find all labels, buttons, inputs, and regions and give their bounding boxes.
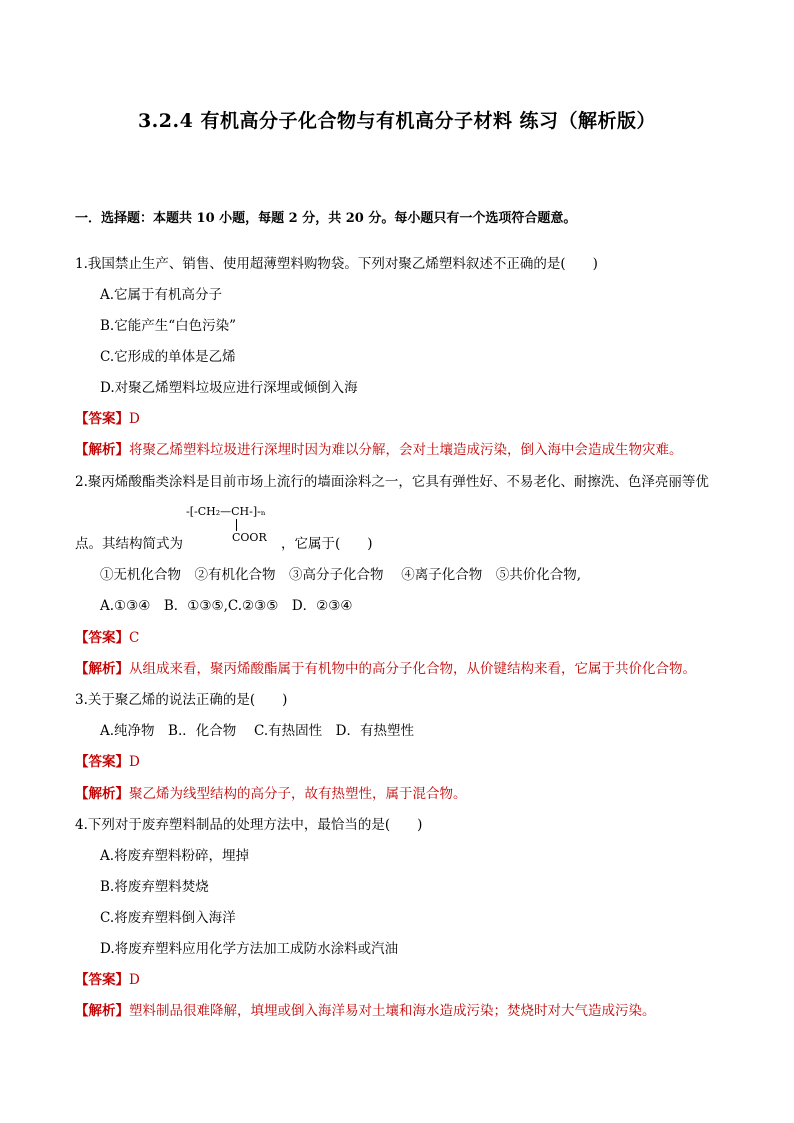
answer-value: D xyxy=(129,972,140,988)
answer-tag: 【答案】 xyxy=(75,754,129,770)
question-1-analysis xyxy=(75,441,683,459)
question-2-stem-line2-pre: 点。其结构简式为 xyxy=(75,536,183,552)
question-1-answer xyxy=(75,410,140,428)
answer-value: C xyxy=(129,630,140,646)
question-2-analysis xyxy=(75,660,696,678)
question-3-stem: 3.关于聚乙烯的说法正确的是( ) xyxy=(75,692,288,708)
formula-bottom: COOR xyxy=(232,531,267,544)
formula-top: -[-CH₂—CH-]-ₙ xyxy=(186,505,266,518)
question-1-stem: 1.我国禁止生产、销售、使用超薄塑料购物袋。下列对聚乙烯塑料叙述不正确的是( ) xyxy=(75,256,598,272)
formula-bond xyxy=(236,519,237,531)
document-title: 3.2.4 有机高分子化合物与有机高分子材料 练习（解析版） xyxy=(137,110,657,132)
question-4-option-c: C.将废弃塑料倒入海洋 xyxy=(100,910,236,926)
question-3-analysis xyxy=(75,785,467,803)
question-4-stem: 4.下列对于废弃塑料制品的处理方法中，最恰当的是( ) xyxy=(75,817,423,833)
analysis-text: 塑料制品很难降解，填埋或倒入海洋易对土壤和海水造成污染；焚烧时对大气造成污染。 xyxy=(129,1003,656,1019)
question-2-answer xyxy=(75,629,139,647)
question-3-answer xyxy=(75,753,140,771)
question-3-options: A.纯净物 B.．化合物 C.有热固性 D．有热塑性 xyxy=(100,723,415,739)
question-2-stem-line2-post: ，它属于( ) xyxy=(281,536,373,552)
question-1-option-b: B.它能产生“白色污染” xyxy=(100,318,237,334)
question-2-options: A.①③④ B．①③⑤,C.②③⑤ D．②③④ xyxy=(100,598,353,614)
question-4-option-b: B.将废弃塑料焚烧 xyxy=(100,879,209,895)
question-2-stem-line1: 2.聚丙烯酸酯类涂料是目前市场上流行的墙面涂料之一，它具有弹性好、不易老化、耐擦洗、色泽亮丽等优 xyxy=(75,474,709,490)
question-2-choices: ①无机化合物 ②有机化合物 ③高分子化合物 ④离子化合物 ⑤共价化合物, xyxy=(100,567,582,583)
question-4-option-a: A.将废弃塑料粉碎，埋掉 xyxy=(100,848,250,864)
question-1-option-a: A.它属于有机高分子 xyxy=(100,287,223,303)
analysis-text: 将聚乙烯塑料垃圾进行深埋时因为难以分解，会对土壤造成污染，倒入海中会造成生物灾难。 xyxy=(129,442,683,458)
question-4-analysis xyxy=(75,1002,656,1020)
answer-tag: 【答案】 xyxy=(75,630,129,646)
question-4-option-d: D.将废弃塑料应用化学方法加工成防水涂料或汽油 xyxy=(100,941,399,957)
answer-value: D xyxy=(129,754,140,770)
question-1-option-c: C.它形成的单体是乙烯 xyxy=(100,349,236,365)
answer-value: D xyxy=(129,411,140,427)
analysis-tag: 【解析】 xyxy=(75,786,129,802)
analysis-text: 从组成来看，聚丙烯酸酯属于有机物中的高分子化合物，从价键结构来看，它属于共价化合物。 xyxy=(129,661,696,677)
analysis-tag: 【解析】 xyxy=(75,661,129,677)
section-heading: 一．选择题：本题共 10 小题，每题 2 分，共 20 分。每小题只有一个选项符合题意。 xyxy=(75,211,577,226)
answer-tag: 【答案】 xyxy=(75,411,129,427)
question-4-answer xyxy=(75,971,140,989)
analysis-text: 聚乙烯为线型结构的高分子，故有热塑性，属于混合物。 xyxy=(129,786,467,802)
structural-formula xyxy=(186,505,276,549)
analysis-tag: 【解析】 xyxy=(75,1003,129,1019)
analysis-tag: 【解析】 xyxy=(75,442,129,458)
question-1-option-d: D.对聚乙烯塑料垃圾应进行深埋或倾倒入海 xyxy=(100,380,358,396)
answer-tag: 【答案】 xyxy=(75,972,129,988)
